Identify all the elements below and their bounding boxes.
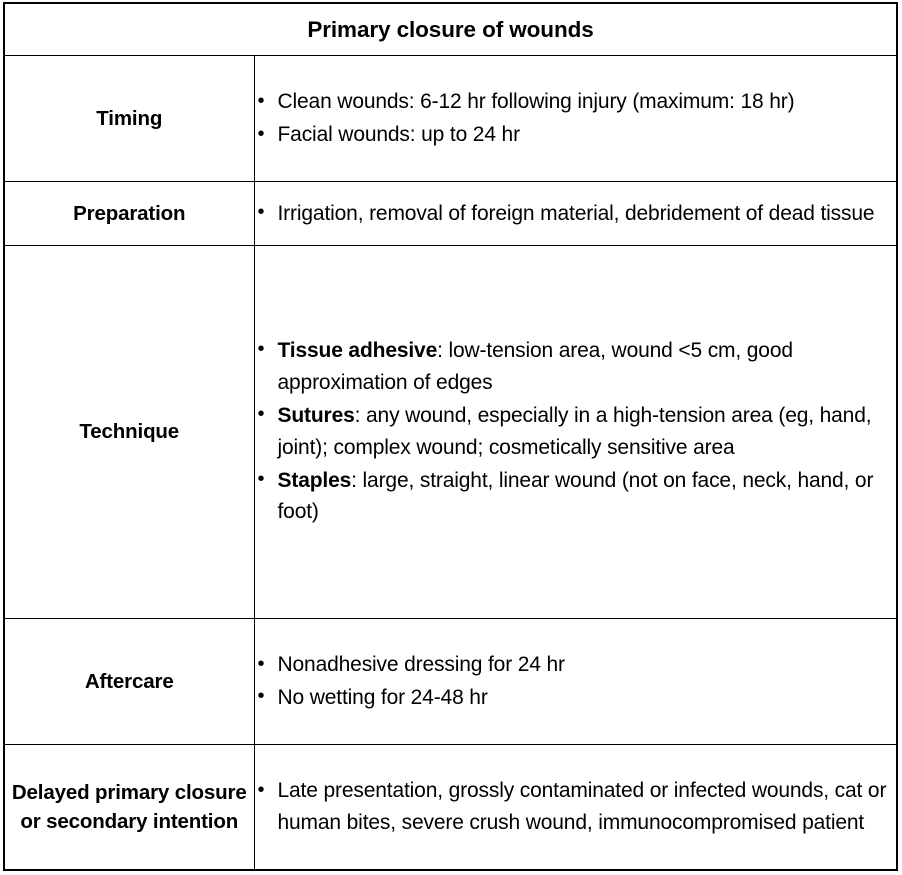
table-title: Primary closure of wounds xyxy=(4,3,897,56)
row-content-timing xyxy=(254,56,897,182)
list-item xyxy=(255,400,897,464)
bullet-list xyxy=(255,198,897,230)
table-row xyxy=(4,245,897,618)
list-item xyxy=(255,649,897,681)
list-item xyxy=(255,465,897,529)
bullet-lead-term: Tissue adhesive xyxy=(277,338,438,362)
bullet-text: : any wound, especially in a high-tension area (eg, hand, joint); complex wound; cosmetically sensitive area xyxy=(277,403,872,459)
row-content-aftercare xyxy=(254,618,897,744)
bullet-text: No wetting for 24-48 hr xyxy=(277,685,488,709)
bullet-list xyxy=(255,86,897,151)
list-item xyxy=(255,86,897,118)
row-content-preparation xyxy=(254,182,897,245)
list-item xyxy=(255,775,897,839)
list-item xyxy=(255,682,897,714)
table-row xyxy=(4,618,897,744)
row-content-technique xyxy=(254,245,897,618)
reference-table-container xyxy=(3,2,898,871)
table-row xyxy=(4,56,897,182)
bullet-list xyxy=(255,335,897,528)
list-item xyxy=(255,119,897,151)
bullet-text: Facial wounds: up to 24 hr xyxy=(277,123,520,147)
row-label-technique: Technique xyxy=(4,245,254,618)
table-row xyxy=(4,182,897,245)
bullet-list xyxy=(255,649,897,714)
primary-closure-of-wounds-table xyxy=(3,2,898,871)
bullet-text: Irrigation, removal of foreign material, debridement of dead tissue xyxy=(277,201,875,225)
row-label-delayed-primary-closure: Delayed primary closure or secondary intention xyxy=(4,745,254,870)
bullet-text: Clean wounds: 6-12 hr following injury (maximum: 18 hr) xyxy=(277,90,795,114)
bullet-text: : large, straight, linear wound (not on face, neck, hand, or foot) xyxy=(277,468,874,524)
bullet-lead-term: Sutures xyxy=(277,403,355,427)
list-item xyxy=(255,198,897,230)
row-label-timing: Timing xyxy=(4,56,254,182)
bullet-text: Nonadhesive dressing for 24 hr xyxy=(277,653,565,677)
bullet-lead-term: Staples xyxy=(277,468,352,492)
table-title-row xyxy=(4,3,897,56)
table-row xyxy=(4,745,897,870)
bullet-list xyxy=(255,775,897,839)
bullet-text: : low-tension area, wound <5 cm, good approximation of edges xyxy=(277,338,793,394)
row-label-aftercare: Aftercare xyxy=(4,618,254,744)
list-item xyxy=(255,335,897,399)
bullet-text: Late presentation, grossly contaminated or infected wounds, cat or human bites, severe crush wound, immunocompromised patient xyxy=(277,779,887,835)
row-content-delayed-primary-closure xyxy=(254,745,897,870)
row-label-preparation: Preparation xyxy=(4,182,254,245)
